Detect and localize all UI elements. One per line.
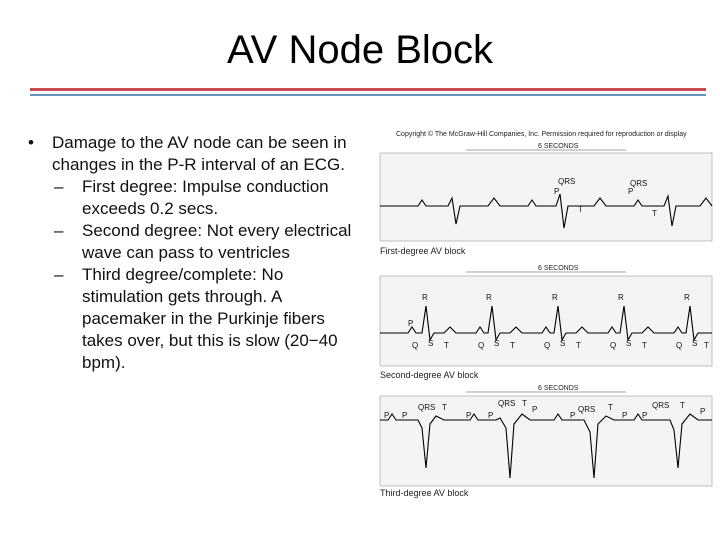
r-label: R bbox=[684, 293, 690, 302]
q-label: Q bbox=[610, 341, 617, 350]
sub-bullet-dash: – bbox=[54, 221, 64, 240]
t-label: T bbox=[510, 341, 515, 350]
s-label: S bbox=[626, 339, 632, 348]
strip-caption: Second-degree AV block bbox=[380, 370, 479, 380]
p-label: P bbox=[554, 187, 560, 196]
p-label: P bbox=[466, 411, 472, 420]
t-label: T bbox=[442, 403, 447, 412]
s-label: S bbox=[560, 339, 566, 348]
p-label: P bbox=[402, 411, 408, 420]
t-label: T bbox=[444, 341, 449, 350]
time-label: 6 SECONDS bbox=[538, 143, 579, 150]
strip-caption: Third-degree AV block bbox=[380, 488, 469, 498]
bullet-list bbox=[28, 132, 358, 374]
t-label: T bbox=[642, 341, 647, 350]
t-label: T bbox=[522, 399, 527, 408]
t-label: T bbox=[680, 401, 685, 410]
p-label: P bbox=[408, 319, 414, 328]
ecg-strip-first-degree bbox=[380, 143, 712, 256]
time-label: 6 SECONDS bbox=[538, 265, 579, 272]
bullet-item bbox=[28, 132, 358, 176]
sub-bullet-item bbox=[28, 176, 358, 220]
time-label: 6 SECONDS bbox=[538, 385, 579, 392]
r-label: R bbox=[552, 293, 558, 302]
t-label: T bbox=[704, 341, 709, 350]
sub-bullet-text: First degree: Impulse conduction exceeds 0.2 secs. bbox=[82, 177, 329, 218]
ecg-strip-third-degree bbox=[380, 385, 712, 498]
r-label: R bbox=[422, 293, 428, 302]
r-label: R bbox=[618, 293, 624, 302]
q-label: Q bbox=[676, 341, 683, 350]
s-label: S bbox=[494, 339, 500, 348]
qrs-label: QRS bbox=[630, 179, 648, 188]
ecg-strip-second-degree bbox=[380, 265, 712, 380]
p-label: P bbox=[532, 405, 538, 414]
ecg-figure bbox=[378, 128, 718, 500]
slide-title: AV Node Block bbox=[226, 28, 494, 72]
p-label: P bbox=[488, 411, 494, 420]
sub-bullet-text: Third degree/complete: No stimulation gets through. A pacemaker in the Purkinje fibers takes over, but this is slow (20−40 bpm). bbox=[82, 265, 338, 372]
p-label: P bbox=[628, 187, 634, 196]
sub-bullet-text: Second degree: Not every electrical wave can pass to ventricles bbox=[82, 221, 352, 262]
p-label: P bbox=[700, 407, 706, 416]
sub-bullet-dash: – bbox=[54, 265, 64, 284]
t-label: T bbox=[578, 205, 583, 214]
q-label: Q bbox=[478, 341, 485, 350]
title-rule-blue bbox=[30, 94, 706, 96]
bullet-dot: • bbox=[28, 133, 34, 152]
p-label: P bbox=[384, 411, 390, 420]
copyright-text: Copyright © The McGraw-Hill Companies, Inc. Permission required for reproduction or display bbox=[396, 131, 687, 138]
t-label: T bbox=[652, 209, 657, 218]
qrs-label: QRS bbox=[652, 401, 670, 410]
t-label: T bbox=[576, 341, 581, 350]
p-label: P bbox=[642, 411, 648, 420]
sub-bullet-item bbox=[28, 264, 358, 374]
qrs-label: QRS bbox=[498, 399, 516, 408]
qrs-label: QRS bbox=[558, 177, 576, 186]
bullet-text: Damage to the AV node can be seen in changes in the P-R interval of an ECG. bbox=[52, 133, 347, 174]
qrs-label: QRS bbox=[578, 405, 596, 414]
sub-bullet-item bbox=[28, 220, 358, 264]
title-rule-red bbox=[30, 88, 706, 91]
s-label: S bbox=[428, 339, 434, 348]
q-label: Q bbox=[412, 341, 419, 350]
sub-bullet-dash: – bbox=[54, 177, 64, 196]
q-label: Q bbox=[544, 341, 551, 350]
s-label: S bbox=[692, 339, 698, 348]
r-label: R bbox=[486, 293, 492, 302]
p-label: P bbox=[622, 411, 628, 420]
t-label: T bbox=[608, 403, 613, 412]
strip-caption: First-degree AV block bbox=[380, 246, 466, 256]
qrs-label: QRS bbox=[418, 403, 436, 412]
p-label: P bbox=[570, 411, 576, 420]
